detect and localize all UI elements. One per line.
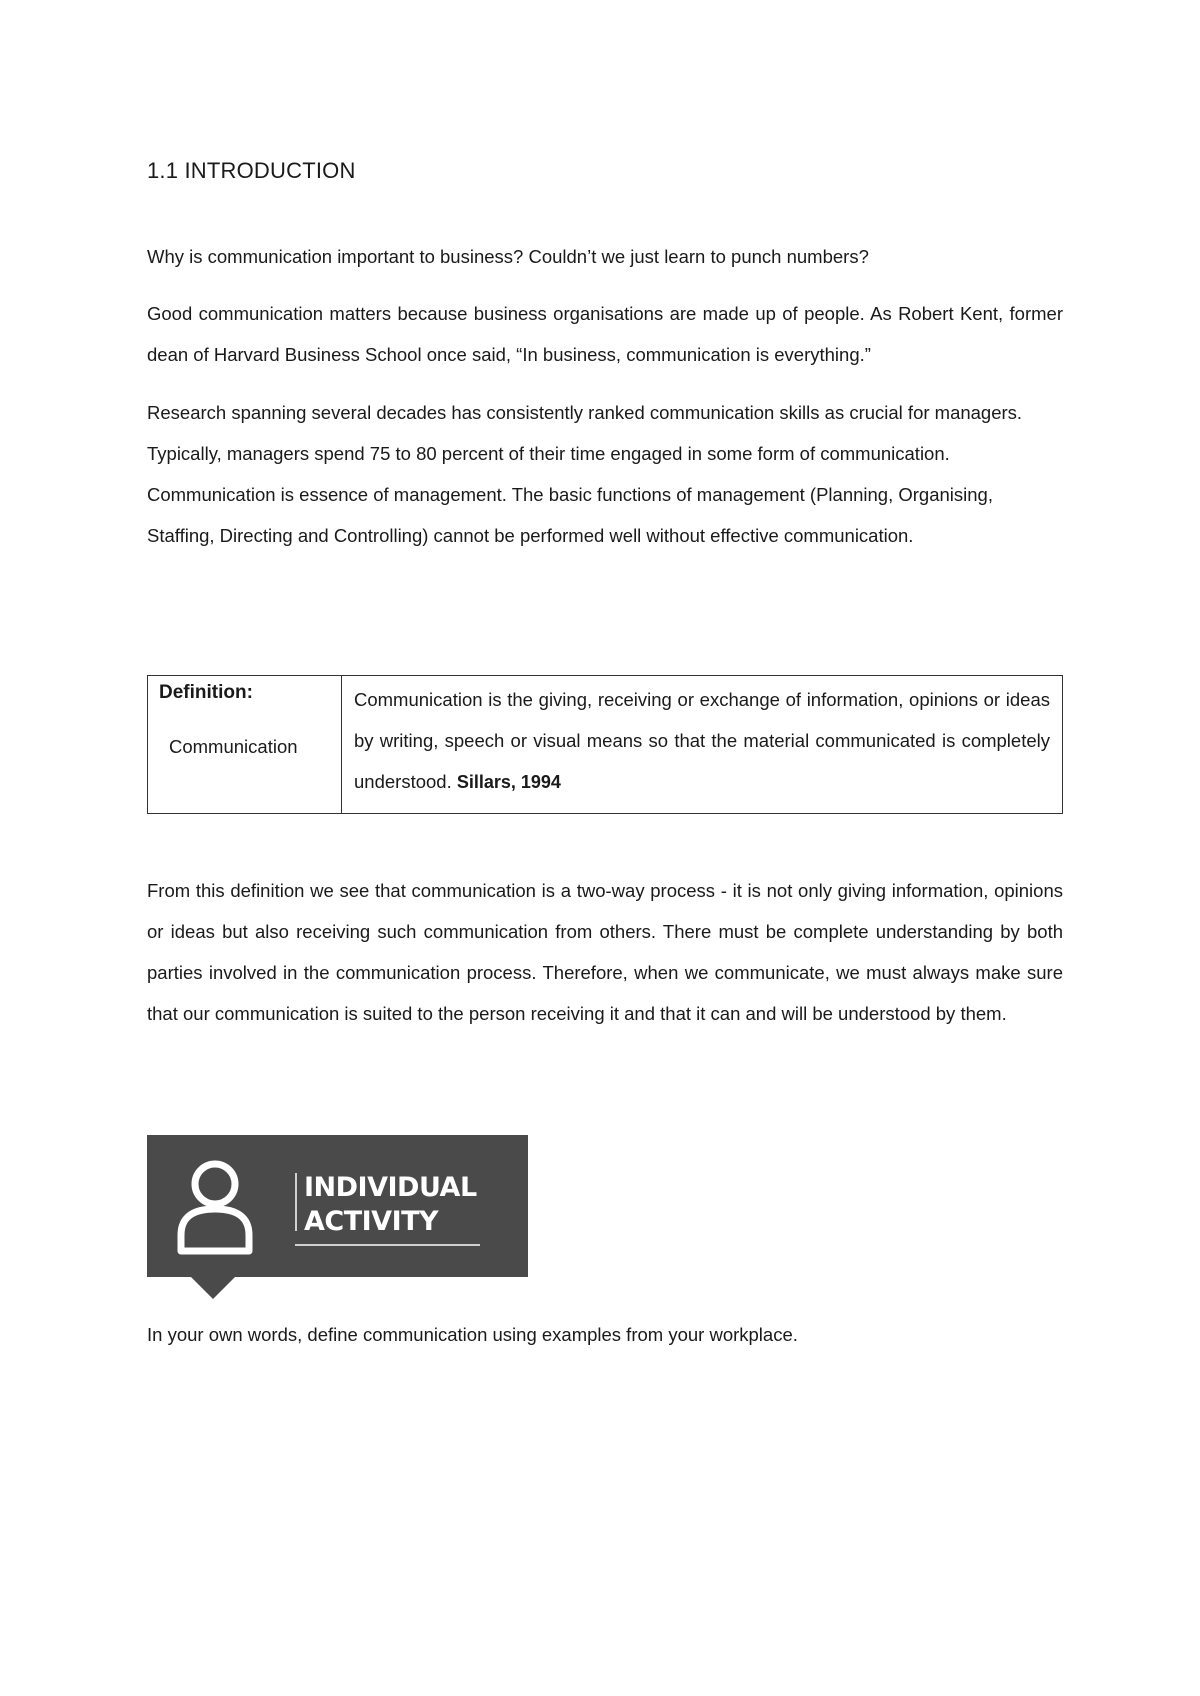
activity-underline: [295, 1244, 480, 1246]
activity-label: [304, 1171, 477, 1239]
person-icon: [173, 1157, 257, 1257]
definition-table: [147, 675, 1063, 814]
definition-text: Communication is the giving, receiving or exchange of information, opinions or ideas by writing, speech or visual means so that the material communicated is completely understood.: [354, 689, 1050, 792]
individual-activity-banner: [147, 1135, 528, 1277]
research-paragraph: Research spanning several decades has consistently ranked communication skills as crucial for managers. Typically, managers spend 75 to 80 percent of their time engaged in some form of communication. Communication is essence of management. The basic functions of management (Planning, Organising, Staffing, Directing and Controlling) cannot be performed well without effective communication.: [147, 402, 1023, 546]
section-heading: 1.1 INTRODUCTION: [147, 158, 356, 183]
activity-label-line2: ACTIVITY: [304, 1206, 439, 1237]
definition-text-cell: [342, 676, 1062, 813]
activity-task-paragraph: In your own words, define communication using examples from your workplace.: [147, 1324, 798, 1345]
definition-term: Communication: [169, 736, 298, 757]
two-way-process-paragraph: From this definition we see that communication is a two-way process - it is not only giving information, opinions or ideas but also receiving such communication from others. There must be complete understanding by both parties involved in the communication process. Therefore, when we communicate, we must always make sure that our communication is suited to the person receiving it and that it can and will be understood by them.: [147, 880, 1063, 1024]
definition-title: Definition:: [159, 682, 253, 703]
good-communication-paragraph: Good communication matters because business organisations are made up of people. As Robert Kent, former dean of Harvard Business School once said, “In business, communication is everything.”: [147, 303, 1063, 365]
activity-divider: [295, 1173, 297, 1231]
definition-source: Sillars, 1994: [456, 772, 561, 792]
definition-label-cell: [148, 676, 342, 813]
activity-label-line1: INDIVIDUAL: [304, 1172, 477, 1203]
intro-paragraph: Why is communication important to business? Couldn’t we just learn to punch numbers?: [147, 246, 869, 267]
activity-banner-pointer: [191, 1277, 235, 1299]
